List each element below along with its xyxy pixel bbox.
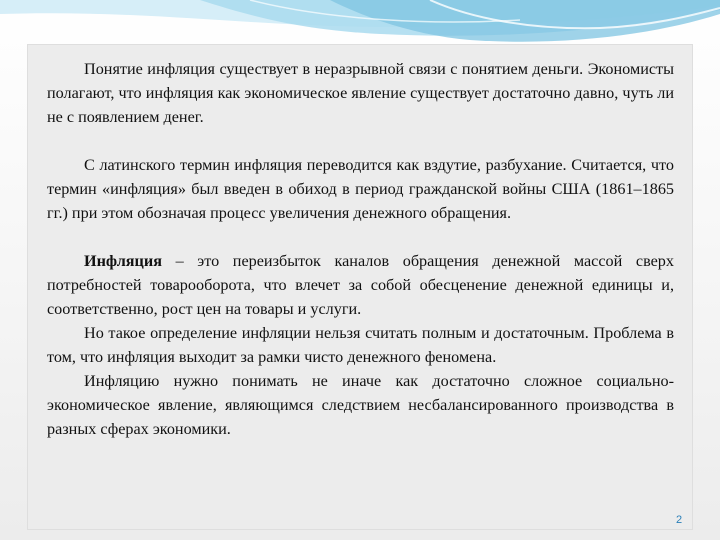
paragraph-conclusion: Инфляцию нужно понимать не иначе как достаточно сложное социально-экономическое явление, являющимся следствием несбалансированного производства в разных сферах экономики. — [47, 372, 674, 438]
definition-text: – это переизбыток каналов обращения денежной массой сверх потребностей товарооборота, что влечет за собой обесценение денежной единицы и, соответственно, рост цен на товары и услуги. — [47, 252, 674, 318]
definition-term: Инфляция — [84, 252, 162, 270]
page-number: 2 — [676, 514, 683, 526]
paragraph-critique: Но такое определение инфляции нельзя считать полным и достаточным. Проблема в том, что инфляция выходит за рамки чисто денежного феномена. — [47, 324, 674, 366]
paragraph-definition — [47, 249, 674, 321]
paragraph-concept: Понятие инфляция существует в неразрывной связи с понятием деньги. Экономисты полагают, что инфляция как экономическое явление существует достаточно давно, чуть ли не с появлением денег. — [47, 60, 674, 126]
slide-body-text — [47, 57, 674, 441]
paragraph-etymology: С латинского термин инфляция переводится как вздутие, разбухание. Считается, что термин «инфляция» был введен в обиход в период гражданской войны США (1861–1865 гг.) при этом обозначая процесс увеличения денежного обращения. — [47, 156, 674, 222]
paragraph-spacer — [47, 129, 674, 153]
paragraph-spacer — [47, 225, 674, 249]
